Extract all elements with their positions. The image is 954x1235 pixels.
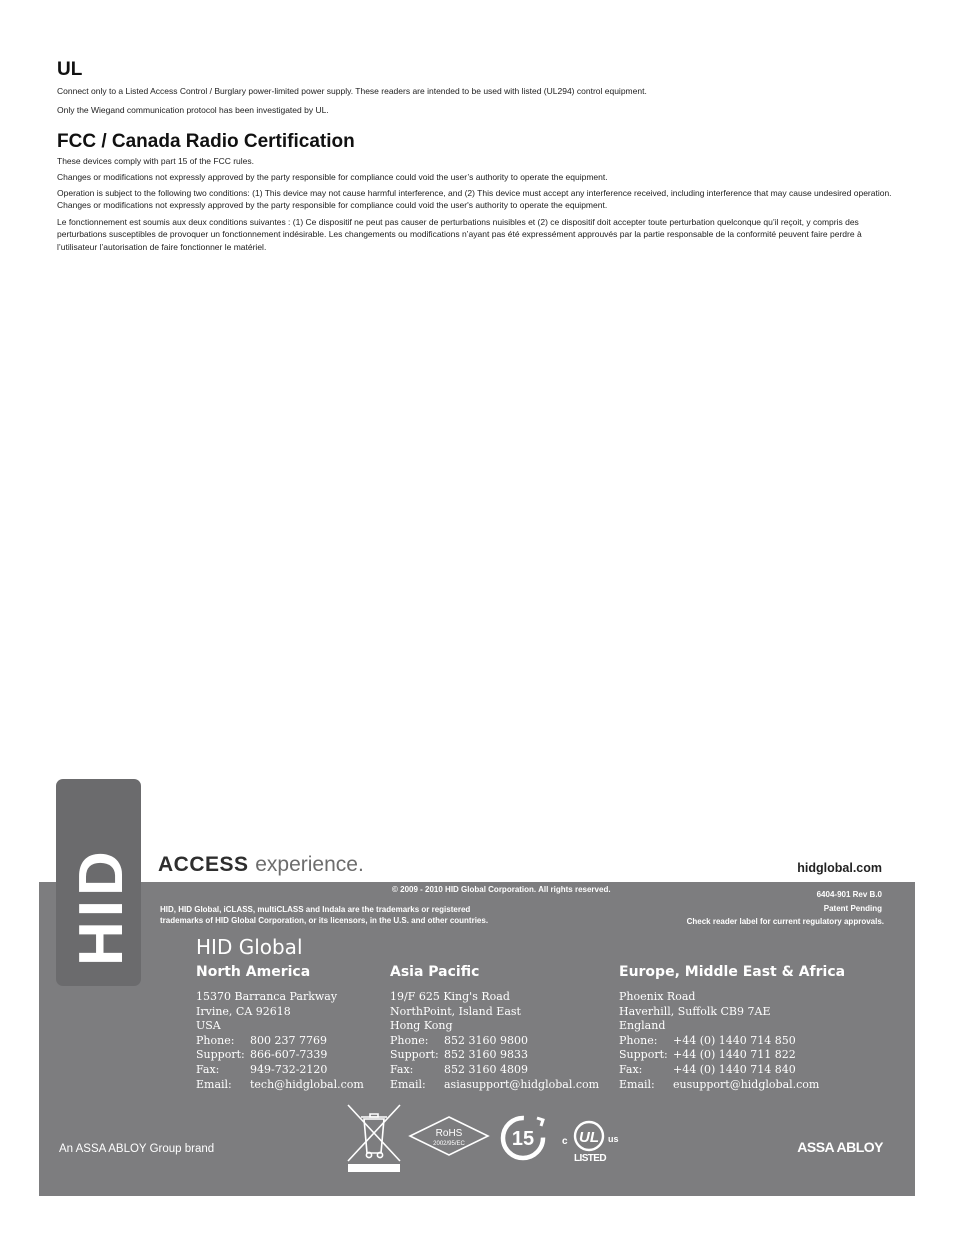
contact-fax — [619, 1063, 819, 1078]
region-north-america-title: North America — [196, 964, 311, 980]
address-line: Irvine, CA 92618 — [196, 1004, 291, 1018]
hid-logo-text: HID — [67, 847, 136, 966]
contact-support — [196, 1048, 364, 1063]
fcc-paragraph-3: Operation is subject to the following two conditions: (1) This device may not cause harmful interference, and (2) This device must accept any interference received, including interference that may cause undesired operation. Changes or modifications not expressly approved by the party responsible for compliance could void the user's authority to operate the equipment. — [57, 188, 892, 211]
fcc-section-title: FCC / Canada Radio Certification — [57, 131, 355, 152]
tagline-access: ACCESS — [158, 853, 249, 876]
ul-listed-icon — [561, 1113, 627, 1167]
ul-section-title: UL — [57, 59, 83, 80]
rohs-directive-text: 2002/95/EC — [433, 1141, 465, 1147]
contact-email-link[interactable]: tech@hidglobal.com — [250, 1077, 364, 1091]
contact-email — [390, 1078, 599, 1093]
contact-label: Email: — [619, 1077, 655, 1091]
ul-mark-text: UL — [579, 1129, 599, 1146]
ul-paragraph-2: Only the Wiegand communication protocol has been investigated by UL. — [57, 105, 329, 115]
contact-value: +44 (0) 1440 714 840 — [673, 1062, 796, 1076]
contact-label: Phone: — [619, 1033, 658, 1047]
fcc-paragraph-4: Le fonctionnement est soumis aux deux conditions suivantes : (1) Ce dispositif ne peut pas causer de perturbations nuisibles et (2) ce dispositif doit accepter toute perturbation quelconque qu’il reçoit, y compris des perturbations susceptibles de provoquer un fonctionnement indésirable. Les changements ou modifications n’ayant pas été expressément approuvés par la partie responsable de la conformité peuvent faire perdre à l’utilisateur l’autorisation de faire fonctionner le matériel. — [57, 217, 862, 252]
contact-label: Support: — [196, 1048, 245, 1062]
region-north-america-address — [196, 990, 364, 1092]
group-brand-text: An ASSA ABLOY Group brand — [59, 1143, 215, 1155]
contact-email — [619, 1078, 819, 1093]
contact-value: 852 3160 4809 — [444, 1062, 528, 1076]
ul-c-text: c — [562, 1136, 568, 1147]
rohs-text: RoHS — [435, 1128, 463, 1139]
document-number: 6404-901 Rev B.0 — [816, 890, 882, 899]
ul-listed-text: LISTED — [574, 1153, 606, 1164]
address-line: 15370 Barranca Parkway — [196, 990, 338, 1003]
contact-value: 866-607-7339 — [250, 1048, 328, 1062]
contact-support — [619, 1048, 819, 1063]
contact-email — [196, 1078, 364, 1093]
contact-label: Phone: — [196, 1033, 235, 1047]
address-line: Phoenix Road — [619, 990, 696, 1003]
contact-value: 800 237 7769 — [250, 1033, 327, 1047]
region-asia-pacific-title: Asia Pacific — [390, 964, 480, 980]
contact-value: +44 (0) 1440 711 822 — [673, 1048, 796, 1062]
region-emea-title: Europe, Middle East & Africa — [619, 964, 846, 980]
contact-value: 852 3160 9833 — [444, 1048, 528, 1062]
contact-email-link[interactable]: asiasupport@hidglobal.com — [444, 1077, 600, 1091]
contact-label: Phone: — [390, 1033, 429, 1047]
assa-abloy-logo: ASSA ABLOY — [797, 1139, 883, 1155]
contact-value: +44 (0) 1440 714 850 — [673, 1033, 796, 1047]
region-asia-pacific-address — [390, 990, 599, 1092]
hid-logo — [56, 779, 141, 986]
fcc-paragraph-2: Changes or modifications not expressly approved by the party responsible for compliance could void the user’s authority to operate the equipment. — [57, 172, 608, 182]
address-line: England — [619, 1019, 666, 1033]
ul-paragraph-1: Connect only to a Listed Access Control / Burglary power-limited power supply. These readers are intended to be used with listed (UL294) control equipment. — [57, 86, 647, 96]
rohs-icon — [408, 1115, 490, 1157]
patent-pending: Patent Pending — [823, 904, 882, 913]
efup-15-years-icon — [497, 1112, 549, 1164]
website-link[interactable]: hidglobal.com — [797, 861, 882, 875]
tagline-experience: experience. — [255, 853, 364, 876]
region-emea-address — [619, 990, 819, 1092]
regulatory-note: Check reader label for current regulatory approvals. — [686, 917, 884, 926]
tagline — [158, 852, 364, 877]
contact-value: 949-732-2120 — [250, 1062, 328, 1076]
address-line: USA — [196, 1019, 221, 1033]
copyright-text: © 2009 - 2010 HID Global Corporation. All rights reserved. — [392, 885, 611, 894]
contact-fax — [390, 1063, 599, 1078]
address-line: 19/F 625 King's Road — [390, 990, 510, 1003]
hid-logo-tab — [56, 779, 141, 986]
ul-us-text: us — [608, 1134, 619, 1144]
contact-support — [390, 1048, 599, 1063]
fcc-paragraph-1: These devices comply with part 15 of the FCC rules. — [57, 156, 254, 166]
contact-label: Email: — [196, 1077, 232, 1091]
contact-email-link[interactable]: eusupport@hidglobal.com — [673, 1077, 820, 1091]
contact-label: Fax: — [619, 1062, 643, 1076]
trademark-line-2: trademarks of HID Global Corporation, or its licensors, in the U.S. and other countries. — [160, 916, 489, 925]
weee-crossed-bin-icon — [345, 1102, 403, 1174]
contact-label: Fax: — [196, 1062, 220, 1076]
address-line: Haverhill, Suffolk CB9 7AE — [619, 1004, 771, 1018]
contact-value: 852 3160 9800 — [444, 1033, 528, 1047]
trademark-line-1: HID, HID Global, iCLASS, multiCLASS and Indala are the trademarks or registered — [160, 905, 471, 914]
contact-phone — [196, 1034, 364, 1049]
contact-label: Support: — [619, 1048, 668, 1062]
contact-label: Support: — [390, 1048, 439, 1062]
contact-phone — [619, 1034, 819, 1049]
company-name: HID Global — [196, 935, 303, 959]
efup-years-text: 15 — [511, 1128, 535, 1150]
contact-label: Email: — [390, 1077, 426, 1091]
address-line: Hong Kong — [390, 1019, 453, 1033]
address-line: NorthPoint, Island East — [390, 1004, 521, 1018]
contact-phone — [390, 1034, 599, 1049]
contact-label: Fax: — [390, 1062, 414, 1076]
contact-fax — [196, 1063, 364, 1078]
